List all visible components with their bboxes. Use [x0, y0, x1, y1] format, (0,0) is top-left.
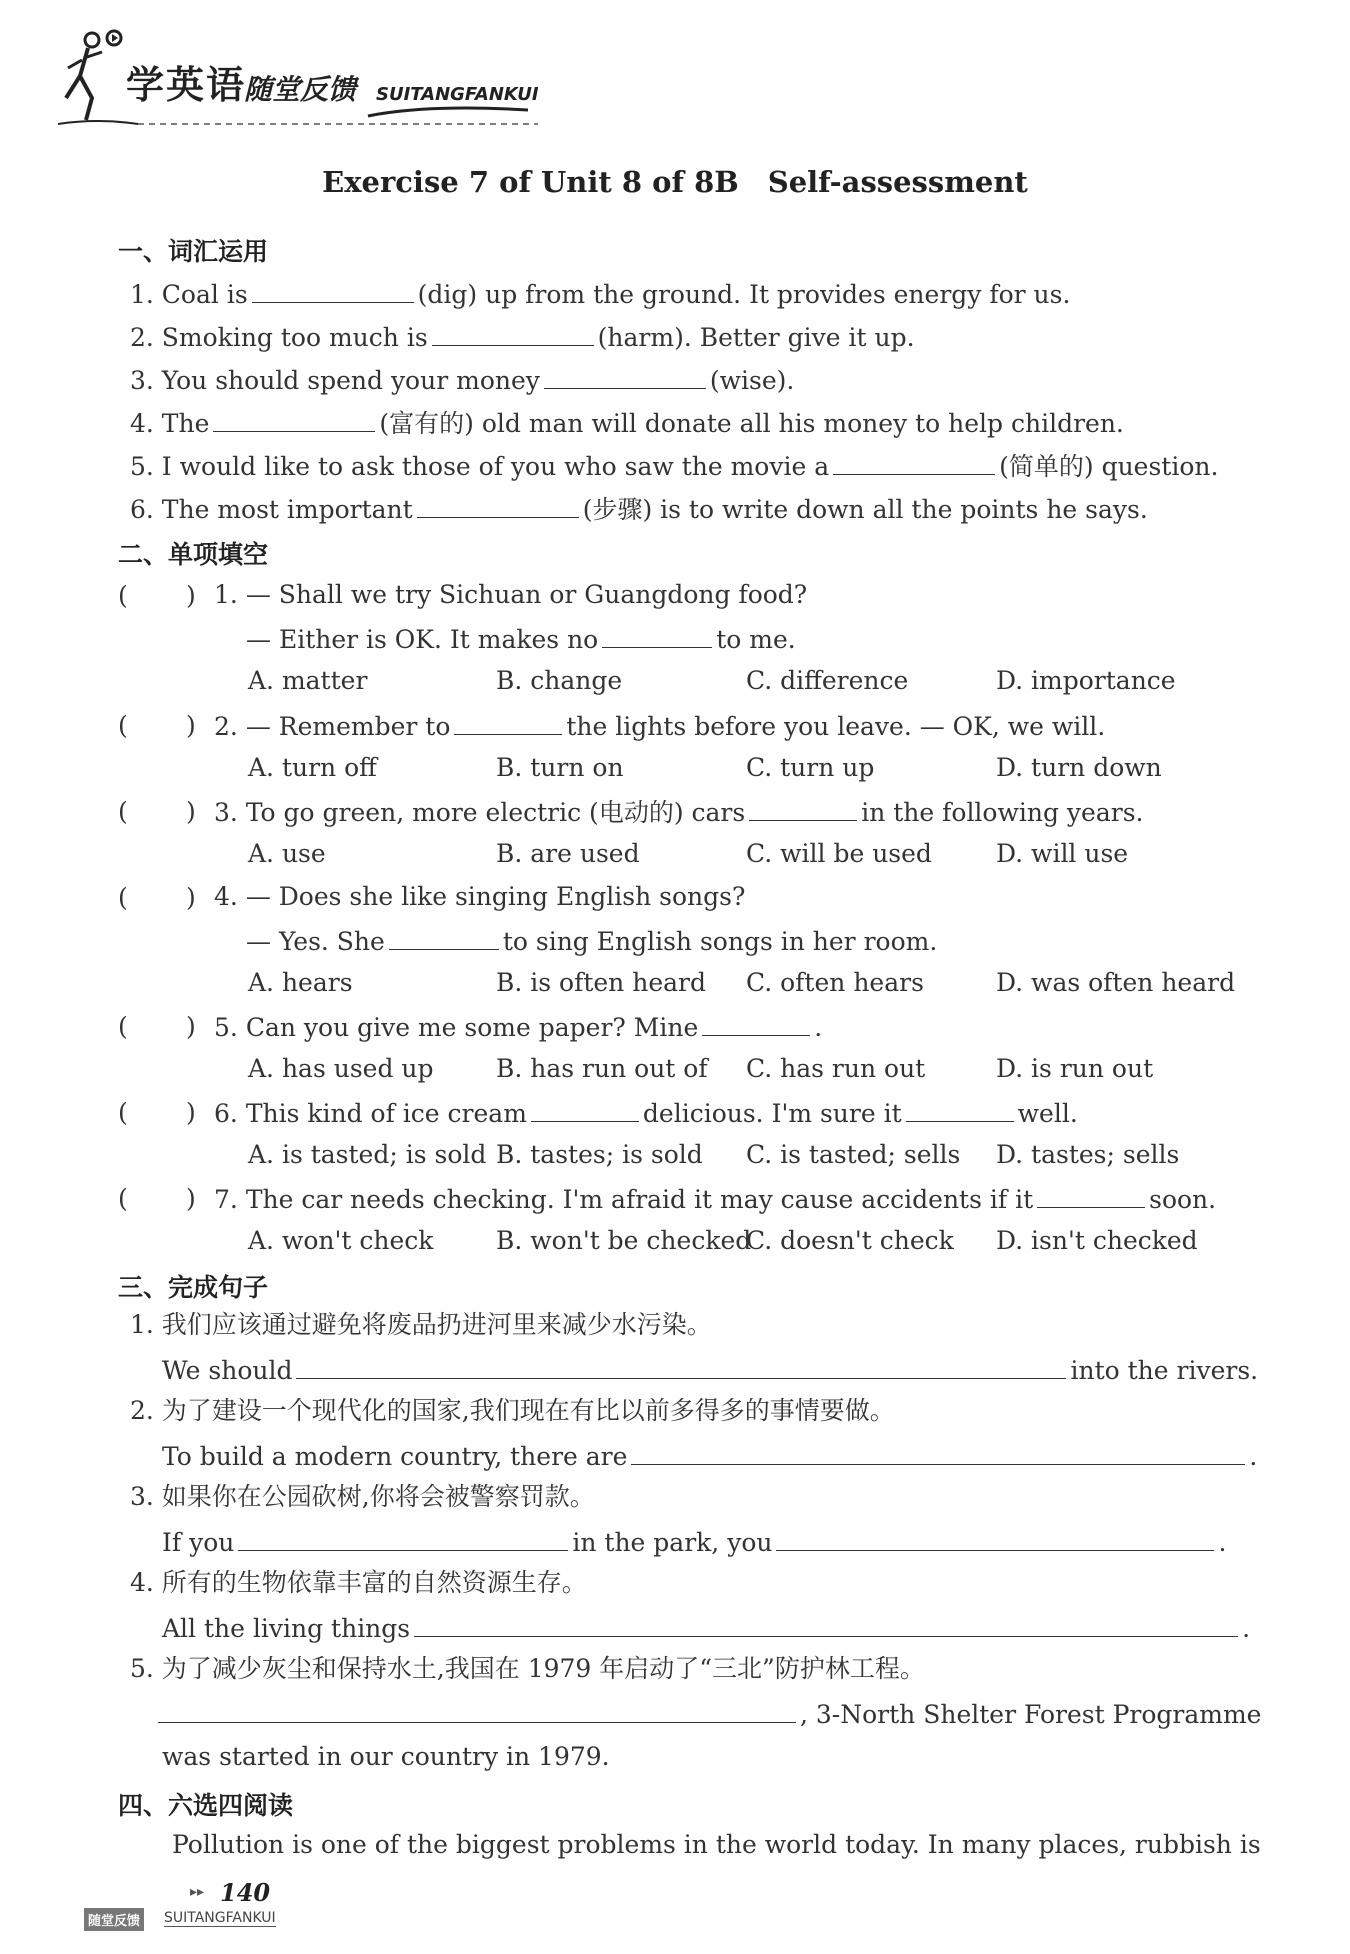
logo-subtitle: 随堂反馈: [244, 73, 357, 106]
vocab-item-text: 6. The most important: [130, 495, 413, 524]
question-stem: well.: [1017, 1099, 1078, 1128]
answer-blank[interactable]: [432, 323, 594, 346]
vocab-item-5: [130, 452, 1218, 479]
option-a[interactable]: A. is tasted; is sold: [248, 1140, 487, 1169]
vocab-item-1: [130, 280, 1070, 307]
answer-paren-open: (: [118, 1012, 128, 1041]
mc-options-1: [248, 668, 367, 693]
mc-options-7a: [248, 1228, 433, 1253]
vocab-item-text: 5. I would like to ask those of you who saw the movie a: [130, 452, 830, 481]
answer-blank[interactable]: [906, 1099, 1014, 1122]
translation-answer-5: [158, 1700, 1261, 1727]
answer-text: .: [1242, 1614, 1251, 1643]
answer-blank[interactable]: [544, 366, 706, 389]
mc-question-5: [214, 1013, 822, 1040]
translation-prompt-2: 2. 为了建设一个现代化的国家,我们现在有比以前多得多的事情要做。: [130, 1396, 895, 1425]
question-stem: This kind of ice cream: [245, 1099, 527, 1128]
mc-options-6b: [496, 1142, 703, 1167]
vocab-item-text: (富有的) old man will donate all his money to help children.: [379, 409, 1124, 438]
option-b[interactable]: B. change: [496, 666, 623, 695]
option-c[interactable]: C. will be used: [746, 839, 932, 868]
page-number: 140: [220, 1878, 271, 1907]
question-number: 3.: [214, 798, 238, 827]
vocab-item-text: 1. Coal is: [130, 280, 248, 309]
option-d[interactable]: D. importance: [996, 666, 1176, 695]
mc-options-3a: [248, 841, 326, 866]
question-stem: to sing English songs in her room.: [502, 927, 938, 956]
option-d[interactable]: D. will use: [996, 839, 1129, 868]
answer-text: We should: [162, 1356, 293, 1385]
vocab-item-4: [130, 409, 1124, 436]
mc-question-3: [214, 798, 1143, 825]
translation-answer-3: [162, 1528, 1226, 1555]
mc-options-3c: [746, 841, 932, 866]
option-d[interactable]: D. tastes; sells: [996, 1140, 1180, 1169]
question-stem: — Shall we try Sichuan or Guangdong food?: [245, 580, 808, 609]
answer-blank[interactable]: [252, 280, 414, 303]
answer-blank[interactable]: [702, 1013, 810, 1036]
mc-options-1d: [996, 668, 1176, 693]
reading-passage: Pollution is one of the biggest problems in the world today. In many places, rubbish is: [172, 1830, 1261, 1859]
option-c[interactable]: C. doesn't check: [746, 1226, 954, 1255]
option-b[interactable]: B. is often heard: [496, 968, 706, 997]
question-stem: — Does she like singing English songs?: [245, 882, 746, 911]
mc-options-5b: [496, 1056, 708, 1081]
translation-answer-4: [162, 1614, 1250, 1641]
vocab-item-6: [130, 495, 1148, 522]
question-number: 6.: [214, 1099, 238, 1128]
question-stem: to me.: [716, 625, 796, 654]
translation-answer-1: [162, 1356, 1258, 1383]
vocab-item-text: (wise).: [709, 366, 795, 395]
vocab-item-text: (harm). Better give it up.: [597, 323, 915, 352]
mc-options-5c: [746, 1056, 925, 1081]
option-b[interactable]: B. are used: [496, 839, 640, 868]
mc-question-2: [214, 712, 1105, 739]
mc-options-2c: [746, 755, 874, 780]
vocab-item-text: (步骤) is to write down all the points he says.: [582, 495, 1148, 524]
logo-pinyin: SUITANGFANKUI: [376, 84, 539, 105]
mc-options-4d: [996, 970, 1235, 995]
mc-options-3b: [496, 841, 640, 866]
section4-heading: 四、六选四阅读: [118, 1791, 294, 1820]
answer-paren-open: (: [118, 581, 128, 610]
answer-blank[interactable]: [1037, 1185, 1145, 1208]
question-number: 4.: [214, 882, 238, 911]
answer-paren-open: (: [118, 711, 128, 740]
option-c[interactable]: C. often hears: [746, 968, 924, 997]
logo-title: 学英语: [126, 62, 247, 107]
answer-text: in the park, you: [572, 1528, 773, 1557]
question-stem: delicious. I'm sure it: [642, 1099, 902, 1128]
answer-blank[interactable]: [602, 625, 712, 648]
question-number: 5.: [214, 1013, 238, 1042]
answer-paren-close: ): [186, 1184, 196, 1213]
answer-paren-close: ): [186, 1012, 196, 1041]
option-c[interactable]: C. difference: [746, 666, 909, 695]
option-c[interactable]: C. turn up: [746, 753, 875, 782]
mc-options-6c: [746, 1142, 960, 1167]
section3-heading: 三、完成句子: [118, 1273, 269, 1302]
answer-paren-close: ): [186, 883, 196, 912]
vocab-item-text: (简单的) question.: [999, 452, 1219, 481]
vocab-item-text: 2. Smoking too much is: [130, 323, 428, 352]
question-stem: The car needs checking. I'm afraid it may cause accidents if it: [245, 1185, 1034, 1214]
answer-paren-close: ): [186, 711, 196, 740]
answer-blank[interactable]: [213, 409, 375, 432]
answer-blank[interactable]: [238, 1528, 568, 1551]
vocab-item-2: [130, 323, 915, 350]
option-b[interactable]: B. turn on: [496, 753, 624, 782]
translation-answer-5-line2: was started in our country in 1979.: [162, 1742, 610, 1771]
translation-prompt-5: 5. 为了减少灰尘和保持水土,我国在 1979 年启动了“三北”防护林工程。: [130, 1654, 925, 1683]
header-logo: [58, 28, 558, 128]
option-a[interactable]: A. hears: [248, 968, 353, 997]
answer-text: , 3-North Shelter Forest Programme: [800, 1700, 1262, 1729]
mc-options-4c: [746, 970, 924, 995]
option-b[interactable]: B. has run out of: [496, 1054, 708, 1083]
option-b[interactable]: B. won't be checked: [496, 1226, 752, 1255]
answer-text: into the rivers.: [1070, 1356, 1259, 1385]
option-c[interactable]: C. is tasted; sells: [746, 1140, 961, 1169]
footer-pinyin: SUITANGFANKUI: [164, 1910, 276, 1926]
answer-blank[interactable]: [749, 798, 857, 821]
mc-options-7b: [496, 1228, 751, 1253]
answer-paren-close: ): [186, 1098, 196, 1127]
answer-text: .: [1218, 1528, 1227, 1557]
mc-options-3d: [996, 841, 1128, 866]
mc-question-4-line2: [246, 927, 937, 954]
mc-question-7: [214, 1185, 1216, 1212]
question-stem: in the following years.: [861, 798, 1144, 827]
answer-blank[interactable]: [531, 1099, 639, 1122]
answer-paren-close: ): [186, 797, 196, 826]
vocab-item-text: (dig) up from the ground. It provides energy for us.: [417, 280, 1071, 309]
mc-question-4: [214, 884, 745, 909]
mc-options-1b: [496, 668, 622, 693]
vocab-item-text: 4. The: [130, 409, 210, 438]
footer-tag: 随堂反馈: [84, 1908, 144, 1931]
section2-heading: 二、单项填空: [118, 540, 269, 569]
answer-paren-open: (: [118, 797, 128, 826]
mc-options-6a: [248, 1142, 486, 1167]
section1-heading: 一、词汇运用: [118, 237, 269, 266]
answer-blank[interactable]: [454, 712, 562, 735]
page-arrows-icon: ▸▸: [190, 1884, 205, 1900]
translation-answer-2: [162, 1442, 1257, 1469]
mc-options-4b: [496, 970, 706, 995]
question-stem: — Yes. She: [246, 927, 385, 956]
question-stem: Can you give me some paper? Mine: [245, 1013, 699, 1042]
answer-blank[interactable]: [414, 1614, 1238, 1637]
mc-options-7d: [996, 1228, 1198, 1253]
option-a[interactable]: A. matter: [248, 666, 368, 695]
mc-options-7c: [746, 1228, 954, 1253]
mc-question-1: [214, 582, 807, 607]
answer-blank[interactable]: [296, 1356, 1066, 1379]
option-b[interactable]: B. tastes; is sold: [496, 1140, 703, 1169]
answer-blank[interactable]: [776, 1528, 1214, 1551]
answer-blank[interactable]: [833, 452, 995, 475]
option-a[interactable]: A. has used up: [248, 1054, 434, 1083]
vocab-item-3: [130, 366, 794, 393]
answer-blank[interactable]: [389, 927, 499, 950]
answer-paren-open: (: [118, 883, 128, 912]
answer-blank[interactable]: [417, 495, 579, 518]
mc-options-5d: [996, 1056, 1153, 1081]
option-d[interactable]: D. was often heard: [996, 968, 1236, 997]
mc-options-6d: [996, 1142, 1179, 1167]
answer-text: All the living things: [162, 1614, 411, 1643]
option-a[interactable]: A. turn off: [248, 753, 377, 782]
mc-question-6: [214, 1099, 1078, 1126]
vocab-item-text: 3. You should spend your money: [130, 366, 540, 395]
question-stem: — Either is OK. It makes no: [246, 625, 599, 654]
mc-options-4a: [248, 970, 353, 995]
question-number: 7.: [214, 1185, 238, 1214]
mc-options-5a: [248, 1056, 434, 1081]
question-stem: .: [814, 1013, 823, 1042]
mc-question-1-line2: [246, 625, 796, 652]
answer-text: .: [1249, 1442, 1258, 1471]
question-stem: the lights before you leave. — OK, we will.: [566, 712, 1106, 741]
mc-options-2a: [248, 755, 377, 780]
mc-options-2b: [496, 755, 624, 780]
question-stem: soon.: [1149, 1185, 1217, 1214]
mc-options-2d: [996, 755, 1162, 780]
answer-paren-open: (: [118, 1184, 128, 1213]
translation-prompt-4: 4. 所有的生物依靠丰富的自然资源生存。: [130, 1568, 587, 1597]
answer-paren-open: (: [118, 1098, 128, 1127]
option-c[interactable]: C. has run out: [746, 1054, 926, 1083]
option-d[interactable]: D. is run out: [996, 1054, 1154, 1083]
option-d[interactable]: D. isn't checked: [996, 1226, 1198, 1255]
option-d[interactable]: D. turn down: [996, 753, 1162, 782]
question-stem: — Remember to: [245, 712, 451, 741]
answer-paren-close: ): [186, 581, 196, 610]
option-a[interactable]: A. use: [248, 839, 326, 868]
answer-blank[interactable]: [158, 1700, 796, 1723]
answer-text: To build a modern country, there are: [162, 1442, 628, 1471]
answer-blank[interactable]: [631, 1442, 1245, 1465]
question-stem: To go green, more electric (电动的) cars: [245, 798, 746, 827]
question-number: 2.: [214, 712, 238, 741]
option-a[interactable]: A. won't check: [248, 1226, 434, 1255]
translation-prompt-1: 1. 我们应该通过避免将废品扔进河里来减少水污染。: [130, 1310, 712, 1339]
question-number: 1.: [214, 580, 238, 609]
page-title: Exercise 7 of Unit 8 of 8B Self-assessment: [322, 165, 1028, 199]
mc-options-1c: [746, 668, 908, 693]
translation-prompt-3: 3. 如果你在公园砍树,你将会被警察罚款。: [130, 1482, 595, 1511]
answer-text: If you: [162, 1528, 235, 1557]
logo-swoosh: [58, 28, 558, 128]
